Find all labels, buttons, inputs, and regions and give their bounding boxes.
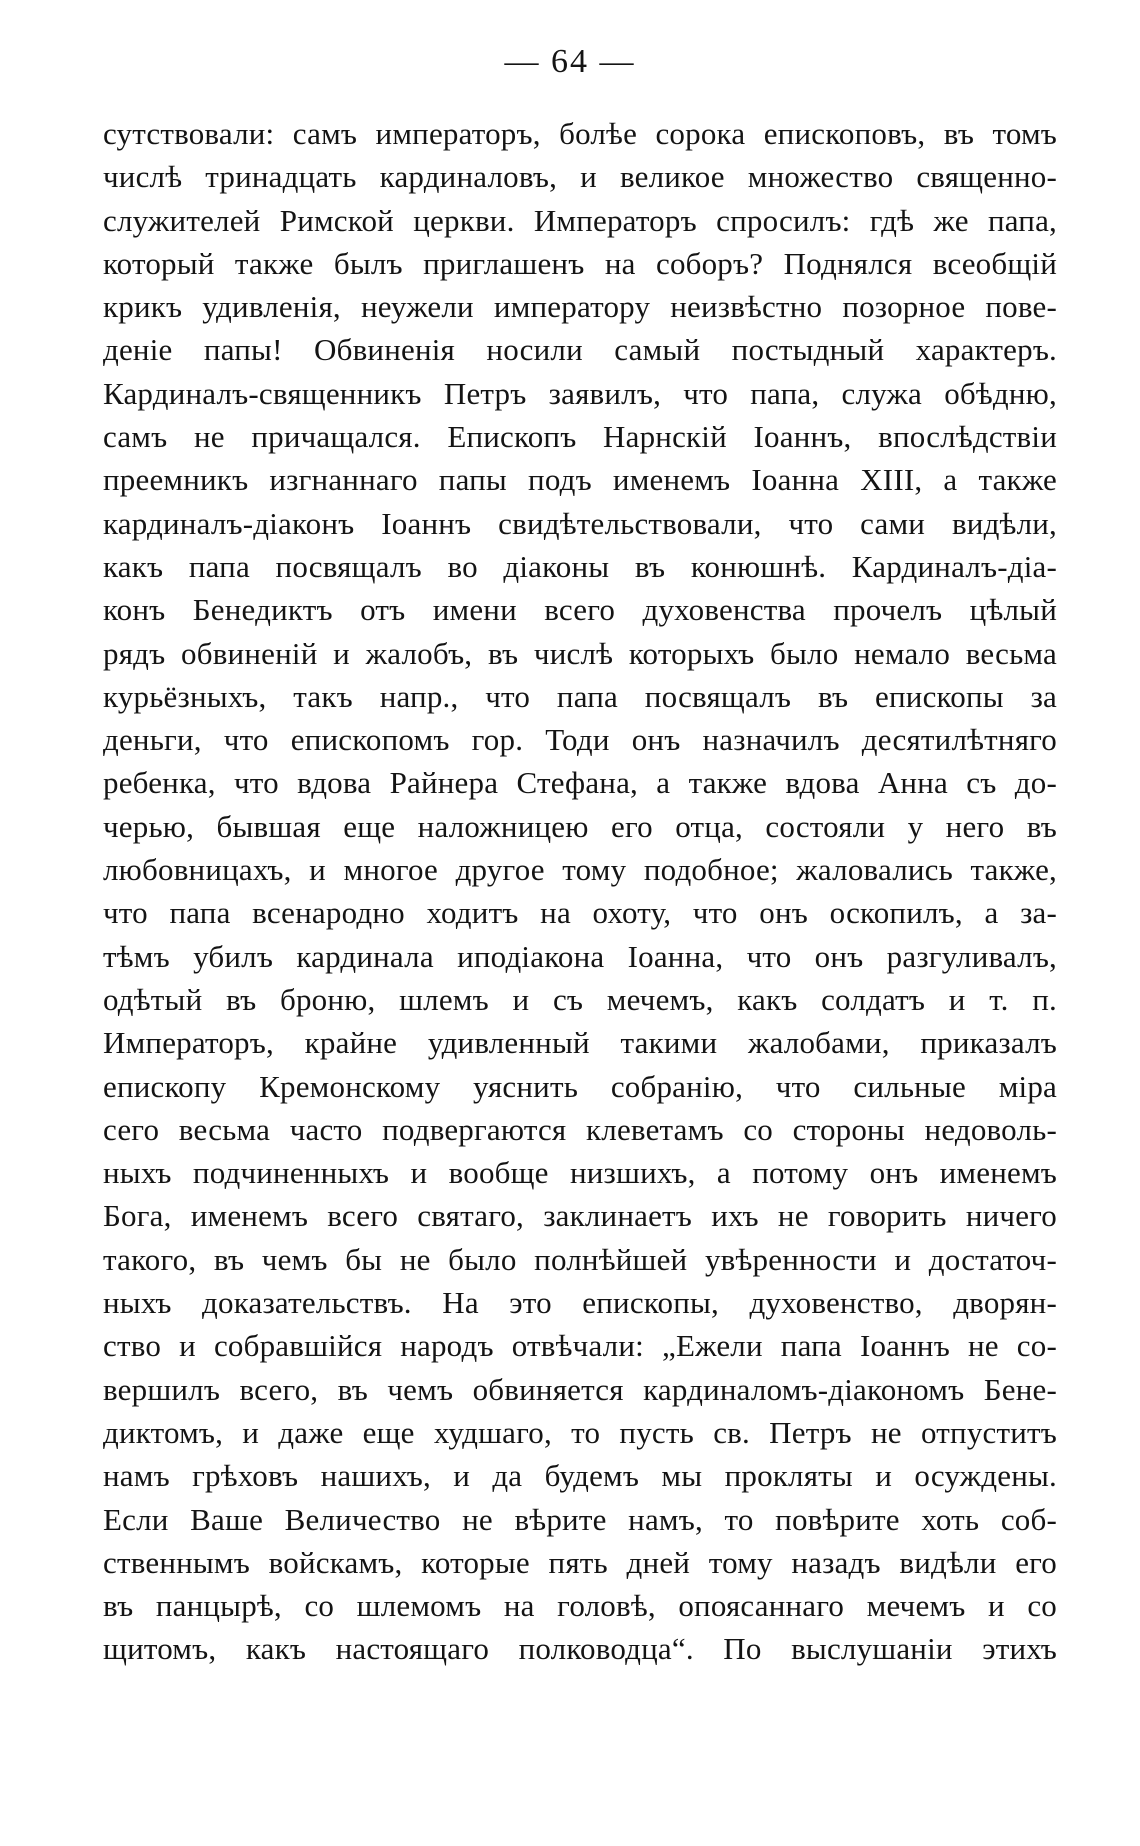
text-line: любовницахъ, и многое другое тому подобное; жаловались также, — [103, 852, 1057, 888]
text-line: рядъ обвиненій и жалобъ, въ числѣ которыхъ было немало весьма — [103, 635, 1057, 671]
body-text — [103, 112, 1057, 1671]
text-line: Бога, именемъ всего святаго, заклинаетъ ихъ не говорить ничего — [103, 1198, 1057, 1234]
text-line: намъ грѣховъ нашихъ, и да будемъ мы прокляты и осуждены. — [103, 1458, 1057, 1494]
text-line: щитомъ, какъ настоящаго полководца“. По выслушаніи этихъ — [103, 1631, 1057, 1667]
text-line: въ панцырѣ, со шлемомъ на головѣ, опоясаннаго мечемъ и со — [103, 1588, 1057, 1624]
text-line: ребенка, что вдова Райнера Стефана, а также вдова Анна съ до- — [103, 765, 1057, 801]
text-line: сего весьма часто подвергаются клеветамъ со стороны недоволь- — [103, 1111, 1057, 1147]
page-number-header: — 64 — — [504, 43, 636, 80]
text-line: сутствовали: самъ императоръ, болѣе сорока епископовъ, въ томъ — [103, 116, 1057, 151]
text-line: ныхъ подчиненныхъ и вообще низшихъ, а потому онъ именемъ — [103, 1155, 1057, 1191]
text-line: деньги, что епископомъ гор. Тоди онъ назначилъ десятилѣтняго — [103, 722, 1057, 758]
text-line: ство и собравшійся народъ отвѣчали: „Ежели папа Іоаннъ не со- — [103, 1328, 1057, 1364]
text-line: числѣ тринадцать кардиналовъ, и великое множество священно- — [103, 159, 1057, 195]
text-line: какъ папа посвящалъ во діаконы въ конюшнѣ. Кардиналъ-діа- — [103, 548, 1057, 584]
text-line: Императоръ, крайне удивленный такими жалобами, приказалъ — [103, 1025, 1057, 1061]
text-line: крикъ удивленія, неужели императору неизвѣстно позорное пове- — [103, 289, 1057, 325]
text-line: Кардиналъ-священникъ Петръ заявилъ, что папа, служа обѣдню, — [103, 375, 1057, 411]
text-line: диктомъ, и даже еще худшаго, то пусть св. Петръ не отпуститъ — [103, 1414, 1057, 1450]
text-line: что папа всенародно ходитъ на охоту, что онъ оскопилъ, а за- — [103, 895, 1057, 931]
text-line: который также былъ приглашенъ на соборъ? Поднялся всеобщій — [103, 245, 1057, 281]
text-line: кардиналъ-діаконъ Іоаннъ свидѣтельствовали, что сами видѣли, — [103, 505, 1057, 541]
text-line: деніе папы! Обвиненія носили самый постыдный характеръ. — [103, 332, 1057, 368]
text-line: ныхъ доказательствъ. На это епископы, духовенство, дворян- — [103, 1285, 1057, 1321]
text-line: самъ не причащался. Епископъ Нарнскій Іоаннъ, впослѣдствіи — [103, 419, 1057, 455]
text-line: епископу Кремонскому уяснить собранію, что сильные міра — [103, 1068, 1057, 1104]
text-line: вершилъ всего, въ чемъ обвиняется кардиналомъ-діакономъ Бене- — [103, 1371, 1057, 1407]
text-line: преемникъ изгнаннаго папы подъ именемъ Іоанна XIII, а также — [103, 462, 1057, 498]
text-line: служителей Римской церкви. Императоръ спросилъ: гдѣ же папа, — [103, 202, 1057, 238]
text-line: ственнымъ войскамъ, которые пять дней тому назадъ видѣли его — [103, 1544, 1057, 1580]
text-line: курьёзныхъ, такъ напр., что папа посвящалъ въ епископы за — [103, 678, 1057, 714]
text-line: черью, бывшая еще наложницею его отца, состояли у него въ — [103, 808, 1057, 844]
text-line: Если Ваше Величество не вѣрите намъ, то повѣрите хоть соб- — [103, 1501, 1057, 1537]
text-line: одѣтый въ броню, шлемъ и съ мечемъ, какъ солдатъ и т. п. — [103, 981, 1057, 1017]
text-line: тѣмъ убилъ кардинала иподіакона Іоанна, что онъ разгуливалъ, — [103, 938, 1057, 974]
text-line: такого, въ чемъ бы не было полнѣйшей увѣренности и достаточ- — [103, 1241, 1057, 1277]
text-line: конъ Бенедиктъ отъ имени всего духовенства прочелъ цѣлый — [103, 592, 1057, 628]
